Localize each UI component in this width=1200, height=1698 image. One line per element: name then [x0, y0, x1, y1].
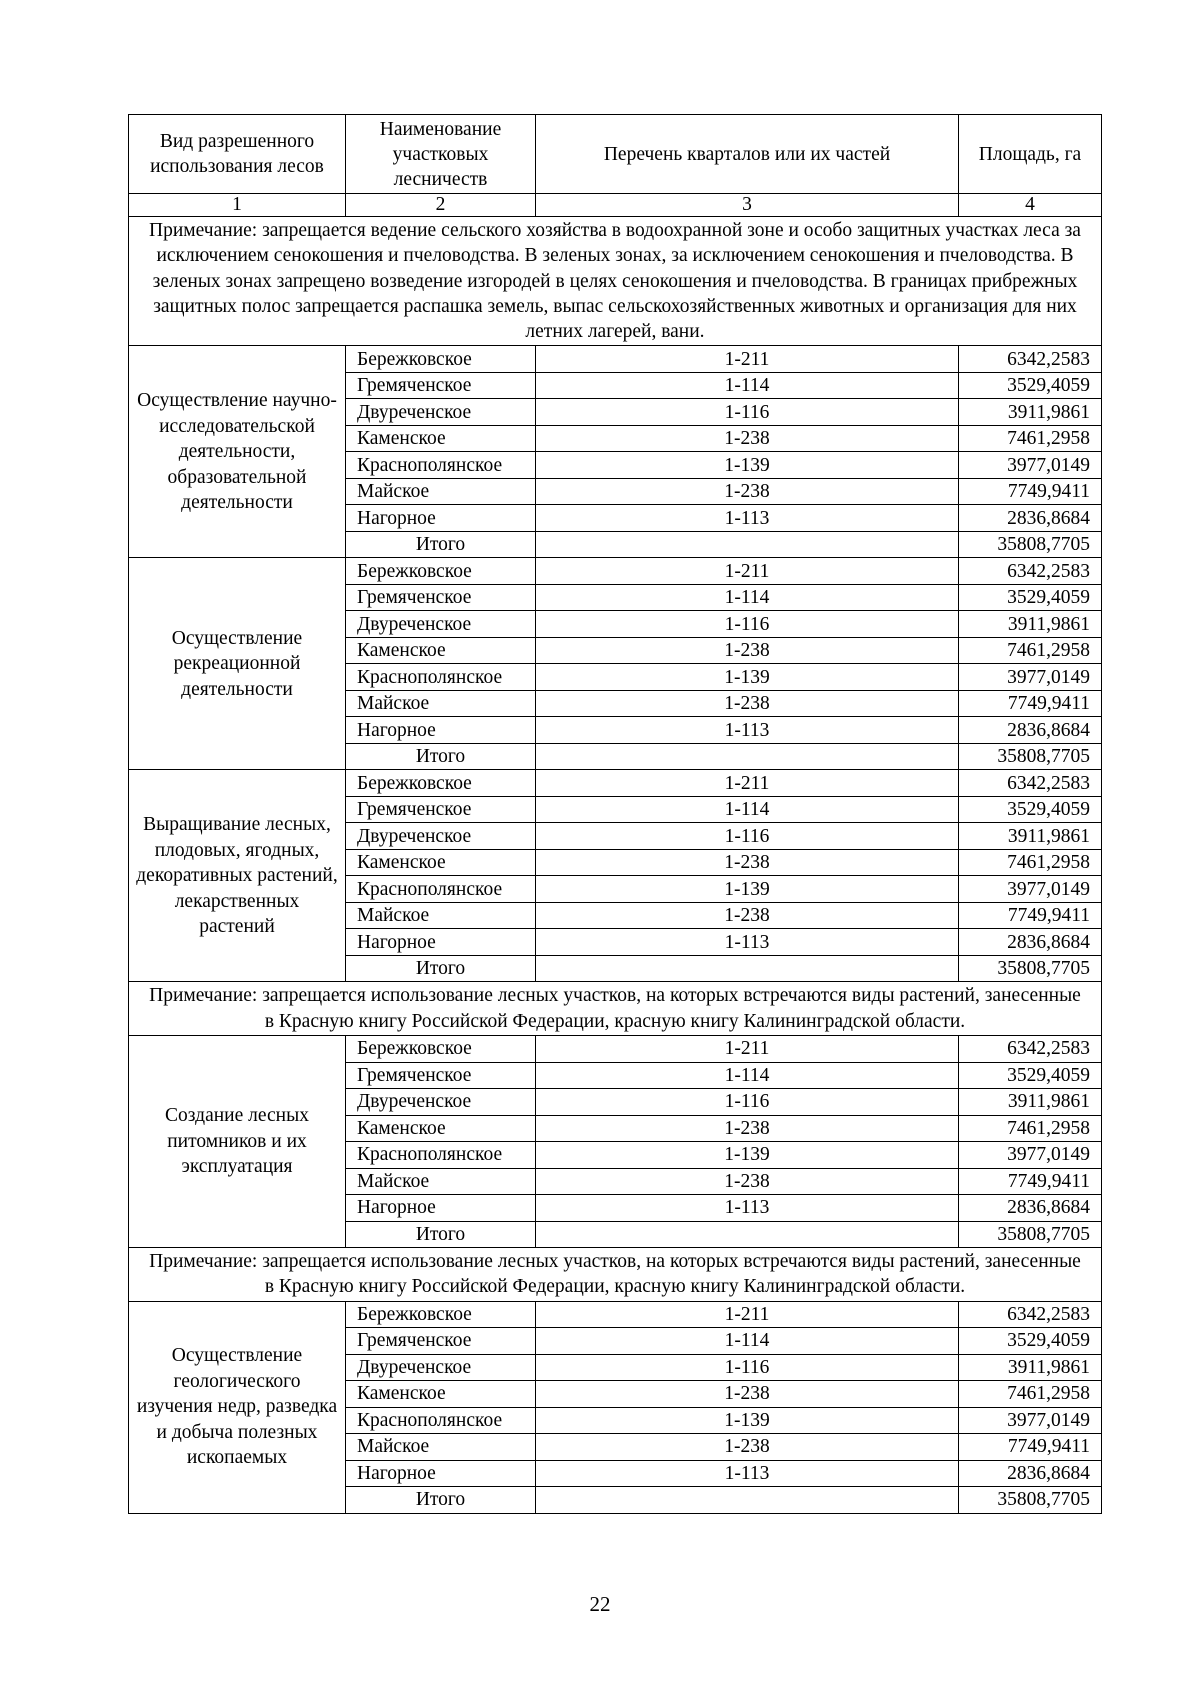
total-label: Итого: [346, 743, 536, 770]
area-cell: 3911,9861: [959, 1089, 1102, 1116]
note-row: [129, 1248, 1102, 1302]
area-cell: 6342,2583: [959, 558, 1102, 585]
total-kvartaly-empty: [536, 743, 959, 770]
lesnichestvo-cell: Бережковское: [346, 1036, 536, 1063]
table-row: [129, 1036, 1102, 1063]
area-cell: 7749,9411: [959, 690, 1102, 717]
area-cell: 7749,9411: [959, 478, 1102, 505]
area-cell: 6342,2583: [959, 770, 1102, 797]
total-label: Итого: [346, 531, 536, 558]
area-cell: 7461,2958: [959, 637, 1102, 664]
area-cell: 3977,0149: [959, 876, 1102, 903]
total-label: Итого: [346, 1221, 536, 1248]
area-cell: 6342,2583: [959, 1036, 1102, 1063]
kvartaly-cell: 1-114: [536, 584, 959, 611]
area-cell: 3911,9861: [959, 823, 1102, 850]
lesnichestvo-cell: Нагорное: [346, 1195, 536, 1222]
lesnichestvo-cell: Каменское: [346, 637, 536, 664]
area-cell: 6342,2583: [959, 346, 1102, 373]
kvartaly-cell: 1-139: [536, 664, 959, 691]
header-col-ploshad: Площадь, га: [959, 115, 1102, 194]
lesnichestvo-cell: Бережковское: [346, 1301, 536, 1328]
note-text: Примечание: запрещается использование лесных участков, на которых встречаются виды растений, занесенные в Красную книгу Российской Федерации, красную книгу Калининградской области.: [129, 1248, 1102, 1302]
lesnichestvo-cell: Двуреченское: [346, 1354, 536, 1381]
lesnichestvo-cell: Краснополянское: [346, 1142, 536, 1169]
area-cell: 3977,0149: [959, 664, 1102, 691]
kvartaly-cell: 1-116: [536, 399, 959, 426]
area-cell: 2836,8684: [959, 929, 1102, 956]
column-number: 1: [129, 194, 346, 217]
kvartaly-cell: 1-139: [536, 1142, 959, 1169]
area-cell: 7749,9411: [959, 1168, 1102, 1195]
kvartaly-cell: 1-116: [536, 1354, 959, 1381]
lesnichestvo-cell: Каменское: [346, 425, 536, 452]
column-number: 4: [959, 194, 1102, 217]
area-cell: 2836,8684: [959, 505, 1102, 532]
lesnichestvo-cell: Нагорное: [346, 1460, 536, 1487]
kvartaly-cell: 1-211: [536, 770, 959, 797]
area-cell: 7749,9411: [959, 902, 1102, 929]
area-cell: 2836,8684: [959, 1195, 1102, 1222]
kvartaly-cell: 1-116: [536, 611, 959, 638]
column-number: 2: [346, 194, 536, 217]
total-label: Итого: [346, 1487, 536, 1514]
area-cell: 3529,4059: [959, 1328, 1102, 1355]
lesnichestvo-cell: Нагорное: [346, 717, 536, 744]
lesnichestvo-cell: Краснополянское: [346, 876, 536, 903]
total-area: 35808,7705: [959, 743, 1102, 770]
kvartaly-cell: 1-238: [536, 1115, 959, 1142]
use-type-cell: Выращивание лесных, плодовых, ягодных, декоративных растений, лекарственных растений: [129, 770, 346, 982]
lesnichestvo-cell: Краснополянское: [346, 664, 536, 691]
page-number: 22: [589, 1592, 611, 1616]
area-cell: 2836,8684: [959, 1460, 1102, 1487]
header-col-vid: Вид разрешенного использования лесов: [129, 115, 346, 194]
lesnichestvo-cell: Бережковское: [346, 770, 536, 797]
lesnichestvo-cell: Каменское: [346, 1381, 536, 1408]
kvartaly-cell: 1-114: [536, 796, 959, 823]
table-header-row: [129, 115, 1102, 194]
lesnichestvo-cell: Гремяченское: [346, 584, 536, 611]
table-row: [129, 1301, 1102, 1328]
lesnichestvo-cell: Гремяченское: [346, 796, 536, 823]
kvartaly-cell: 1-238: [536, 637, 959, 664]
area-cell: 3529,4059: [959, 1062, 1102, 1089]
lesnichestvo-cell: Майское: [346, 902, 536, 929]
kvartaly-cell: 1-116: [536, 1089, 959, 1116]
table-body: [129, 217, 1102, 1514]
kvartaly-cell: 1-113: [536, 505, 959, 532]
area-cell: 3977,0149: [959, 452, 1102, 479]
lesnichestvo-cell: Гремяченское: [346, 1328, 536, 1355]
lesnichestvo-cell: Майское: [346, 690, 536, 717]
total-area: 35808,7705: [959, 1221, 1102, 1248]
total-area: 35808,7705: [959, 1487, 1102, 1514]
kvartaly-cell: 1-139: [536, 1407, 959, 1434]
use-type-cell: Осуществление научно-исследовательской деятельности, образовательной деятельности: [129, 346, 346, 558]
kvartaly-cell: 1-211: [536, 346, 959, 373]
area-cell: 3529,4059: [959, 372, 1102, 399]
lesnichestvo-cell: Майское: [346, 478, 536, 505]
total-area: 35808,7705: [959, 955, 1102, 982]
use-type-cell: Осуществление рекреационной деятельности: [129, 558, 346, 770]
area-cell: 2836,8684: [959, 717, 1102, 744]
lesnichestvo-cell: Майское: [346, 1168, 536, 1195]
note-row: [129, 982, 1102, 1036]
kvartaly-cell: 1-113: [536, 1460, 959, 1487]
lesnichestvo-cell: Гремяченское: [346, 372, 536, 399]
area-cell: 3529,4059: [959, 796, 1102, 823]
kvartaly-cell: 1-238: [536, 1168, 959, 1195]
area-cell: 3911,9861: [959, 611, 1102, 638]
area-cell: 3911,9861: [959, 399, 1102, 426]
kvartaly-cell: 1-113: [536, 1195, 959, 1222]
table-row: [129, 346, 1102, 373]
lesnichestvo-cell: Краснополянское: [346, 452, 536, 479]
table-row: [129, 558, 1102, 585]
total-kvartaly-empty: [536, 531, 959, 558]
kvartaly-cell: 1-238: [536, 902, 959, 929]
kvartaly-cell: 1-114: [536, 1328, 959, 1355]
kvartaly-cell: 1-114: [536, 372, 959, 399]
lesnichestvo-cell: Гремяченское: [346, 1062, 536, 1089]
kvartaly-cell: 1-238: [536, 478, 959, 505]
lesnichestvo-cell: Каменское: [346, 1115, 536, 1142]
lesnichestvo-cell: Двуреченское: [346, 399, 536, 426]
area-cell: 7461,2958: [959, 425, 1102, 452]
lesnichestvo-cell: Двуреченское: [346, 823, 536, 850]
lesnichestvo-cell: Бережковское: [346, 346, 536, 373]
note-text: Примечание: запрещается ведение сельского хозяйства в водоохранной зоне и особо защитных участках леса за исключением сенокошения и пчеловодства. В зеленых зонах, за исключением сенокошения и пчеловодства. В зеленых зонах запрещено возведение изгородей в целях сенокошения и пчеловодства. В границах прибрежных защитных полос запрещается распашка земель, выпас сельскохозяйственных животных и организация для них летних лагерей, вани.: [129, 217, 1102, 346]
area-cell: 7461,2958: [959, 1115, 1102, 1142]
area-cell: 3911,9861: [959, 1354, 1102, 1381]
lesnichestvo-cell: Майское: [346, 1434, 536, 1461]
total-kvartaly-empty: [536, 1221, 959, 1248]
area-cell: 3977,0149: [959, 1407, 1102, 1434]
column-number-row: [129, 194, 1102, 217]
use-type-cell: Осуществление геологического изучения недр, разведка и добыча полезных ископаемых: [129, 1301, 346, 1513]
kvartaly-cell: 1-238: [536, 849, 959, 876]
header-col-kvartaly: Перечень кварталов или их частей: [536, 115, 959, 194]
kvartaly-cell: 1-211: [536, 1301, 959, 1328]
kvartaly-cell: 1-113: [536, 929, 959, 956]
lesnichestvo-cell: Нагорное: [346, 929, 536, 956]
table-row: [129, 770, 1102, 797]
use-type-cell: Создание лесных питомников и их эксплуатация: [129, 1036, 346, 1248]
kvartaly-cell: 1-116: [536, 823, 959, 850]
kvartaly-cell: 1-139: [536, 876, 959, 903]
note-row: [129, 217, 1102, 346]
area-cell: 6342,2583: [959, 1301, 1102, 1328]
lesnichestvo-cell: Бережковское: [346, 558, 536, 585]
kvartaly-cell: 1-238: [536, 690, 959, 717]
area-cell: 7461,2958: [959, 849, 1102, 876]
lesnichestvo-cell: Двуреченское: [346, 1089, 536, 1116]
total-label: Итого: [346, 955, 536, 982]
kvartaly-cell: 1-238: [536, 425, 959, 452]
kvartaly-cell: 1-211: [536, 558, 959, 585]
total-area: 35808,7705: [959, 531, 1102, 558]
total-kvartaly-empty: [536, 955, 959, 982]
kvartaly-cell: 1-211: [536, 1036, 959, 1063]
header-col-lesnichestvo: Наименование участковых лесничеств: [346, 115, 536, 194]
lesnichestvo-cell: Нагорное: [346, 505, 536, 532]
lesnichestvo-cell: Краснополянское: [346, 1407, 536, 1434]
lesnichestvo-cell: Двуреченское: [346, 611, 536, 638]
kvartaly-cell: 1-238: [536, 1381, 959, 1408]
kvartaly-cell: 1-114: [536, 1062, 959, 1089]
area-cell: 7749,9411: [959, 1434, 1102, 1461]
forest-use-table: [128, 114, 1102, 1514]
area-cell: 3977,0149: [959, 1142, 1102, 1169]
column-number: 3: [536, 194, 959, 217]
total-kvartaly-empty: [536, 1487, 959, 1514]
kvartaly-cell: 1-238: [536, 1434, 959, 1461]
kvartaly-cell: 1-139: [536, 452, 959, 479]
lesnichestvo-cell: Каменское: [346, 849, 536, 876]
note-text: Примечание: запрещается использование лесных участков, на которых встречаются виды растений, занесенные в Красную книгу Российской Федерации, красную книгу Калининградской области.: [129, 982, 1102, 1036]
area-cell: 7461,2958: [959, 1381, 1102, 1408]
area-cell: 3529,4059: [959, 584, 1102, 611]
kvartaly-cell: 1-113: [536, 717, 959, 744]
